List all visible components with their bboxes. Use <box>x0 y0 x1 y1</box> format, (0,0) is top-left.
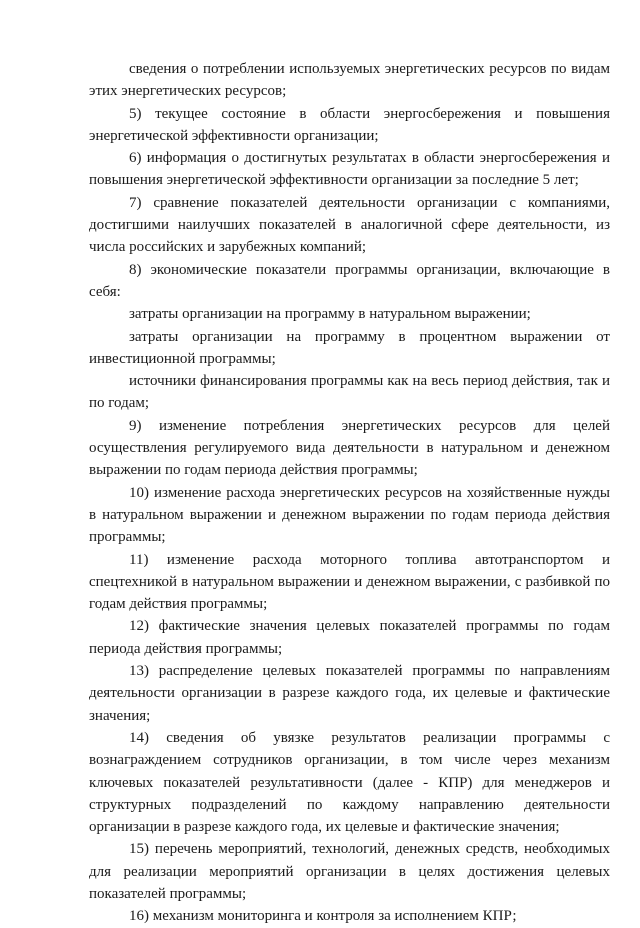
paragraph-item-7: 7) сравнение показателей деятельности организации с компаниями, достигшими наилучших показателей в аналогичной сфере деятельности, из числа российских и зарубежных компаний; <box>89 194 610 256</box>
paragraph-item-9: 9) изменение потребления энергетических ресурсов для целей осуществления регулируемого вида деятельности в натуральном и денежном выражении по годам периода действия программы; <box>89 417 610 479</box>
paragraph-item-10: 10) изменение расхода энергетических ресурсов на хозяйственные нужды в натуральном выражении и денежном выражении по годам периода действия программы; <box>89 484 610 546</box>
paragraph-item-15: 15) перечень мероприятий, технологий, денежных средств, необходимых для реализации мероприятий организации в целях достижения целевых показателей программы; <box>89 841 610 902</box>
paragraph-item-8: 8) экономические показатели программы организации, включающие в себя: <box>89 261 610 300</box>
paragraph-costs-percent: затраты организации на программу в процентном выражении от инвестиционной программы; <box>89 328 610 367</box>
paragraph-item-11: 11) изменение расхода моторного топлива автотранспортом и спецтехникой в натуральном выражении и денежном выражении, с разбивкой по годам действия программы; <box>89 551 610 613</box>
paragraph-funding-sources: источники финансирования программы как на весь период действия, так и по годам; <box>89 373 610 412</box>
paragraph-item-5: 5) текущее состояние в области энергосбережения и повышения энергетической эффективности организации; <box>89 105 610 144</box>
paragraph-item-16: 16) механизм мониторинга и контроля за исполнением КПР; <box>129 908 517 925</box>
paragraph-costs-natural: затраты организации на программу в натуральном выражении; <box>129 306 531 323</box>
paragraph-item-14: 14) сведения об увязке результатов реализации программы с вознаграждением сотрудников организации, в том числе через механизм ключевых показателей результативности (далее - КПР) для менеджеров и структурных подразделений по каждому направлению деятельности организации в разрезе каждого года, их целевые и фактические значения; <box>89 729 610 836</box>
paragraph-energy-resources-info: сведения о потреблении используемых энергетических ресурсов по видам этих энергетических ресурсов; <box>89 61 610 100</box>
document-body <box>89 58 610 928</box>
paragraph-item-6: 6) информация о достигнутых результатах в области энергосбережения и повышения энергетической эффективности организации за последние 5 лет; <box>89 150 610 189</box>
paragraph-item-13: 13) распределение целевых показателей программы по направлениям деятельности организации в разрезе каждого года, их целевые и фактические значения; <box>89 663 610 724</box>
paragraph-item-12: 12) фактические значения целевых показателей программы по годам периода действия программы; <box>89 618 610 657</box>
